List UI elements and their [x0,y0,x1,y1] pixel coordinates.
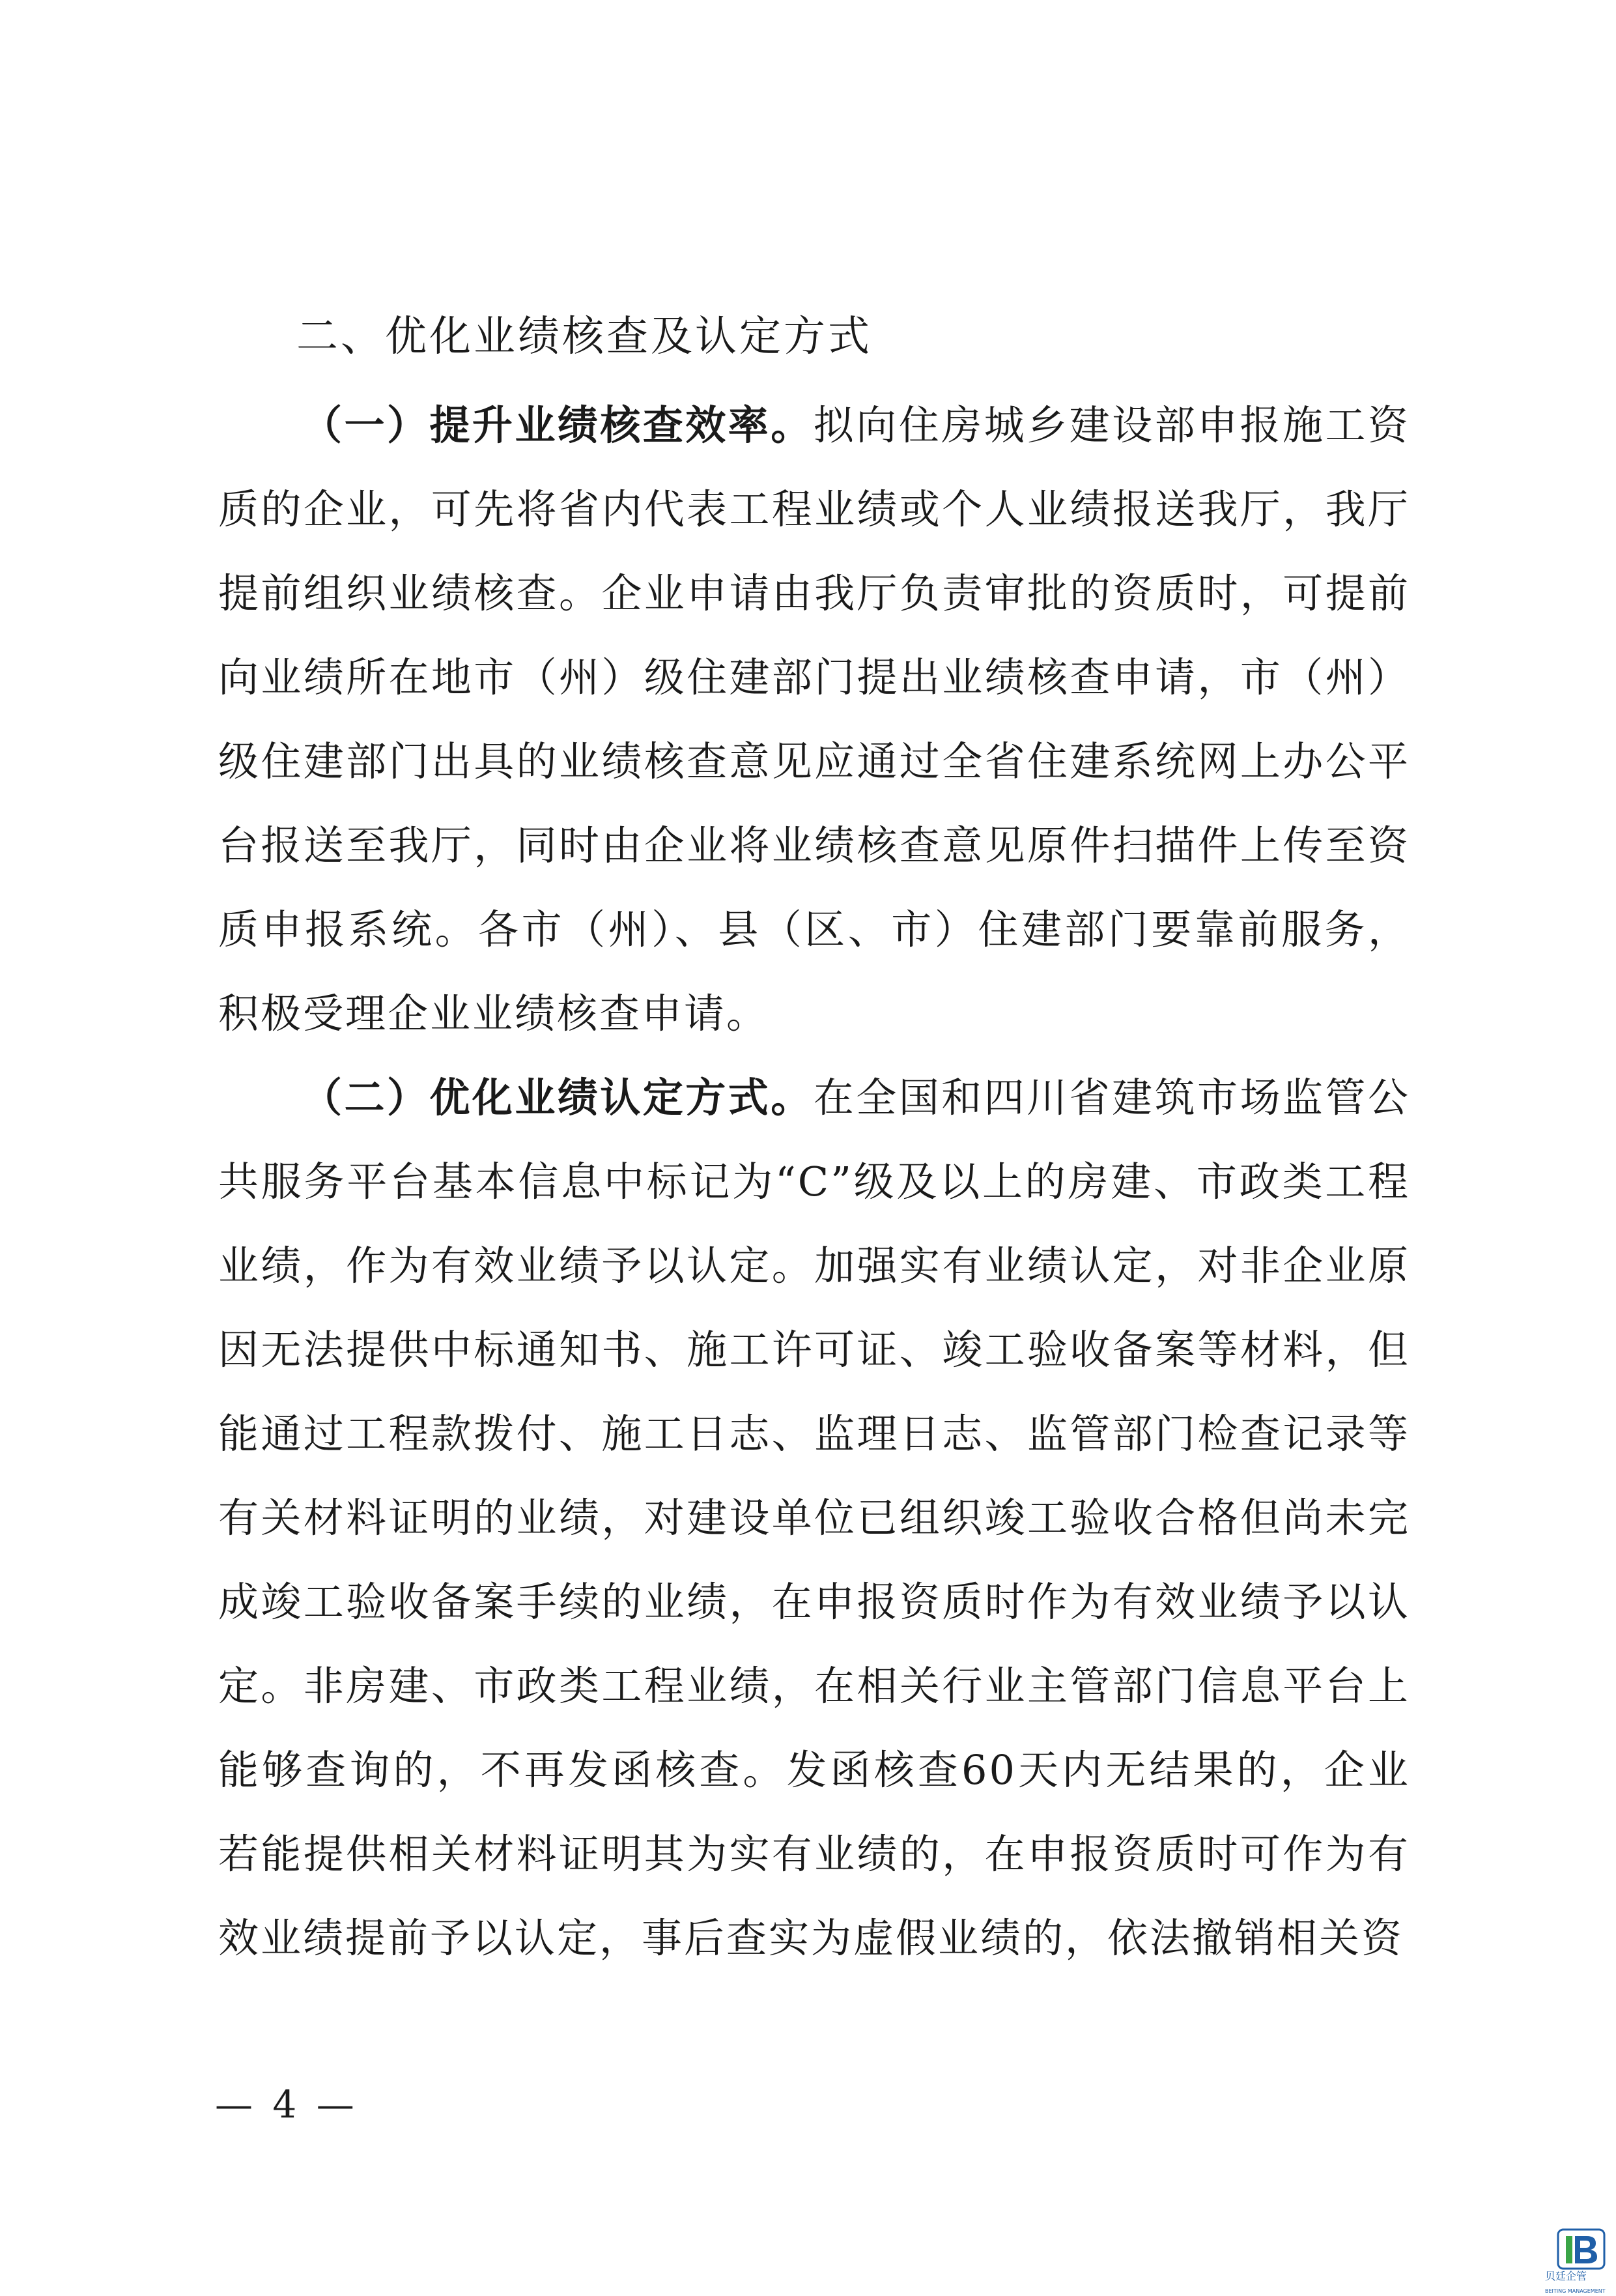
section-heading: 二、优化业绩核查及认定方式 [296,313,872,361]
page-number: — 4 — [215,2082,358,2127]
logo-name: 贝廷企管 [1545,2270,1587,2282]
logo-subtitle: BEITING MANAGEMENT [1545,2288,1606,2294]
logo-caption [1545,2270,1606,2296]
paragraph-improve-efficiency [218,383,1410,1055]
body-text [218,383,1410,1980]
paragraph-lead: （二）优化业绩认定方式。 [302,1074,814,1121]
paragraph-lead: （一）提升业绩核查效率。 [302,401,814,449]
paragraph-optimize-method [218,1055,1410,1980]
paragraph-text: 拟向住房城乡建设部申报施工资质的企业，可先将省内代表工程业绩或个人业绩报送我厅，我厅提前组织业绩核查。企业申请由我厅负责审批的资质时，可提前向业绩所在地市（州）级住建部门提出业绩核查申请，市（州）级住建部门出具的业绩核查意见应通过全省住建系统网上办公平台报送至我厅，同时由企业将业绩核查意见原件扫描件上传至资质申报系统。各市（州）、县（区、市）住建部门要靠前服务，积极受理企业业绩核查申请。 [218,401,1410,1037]
paragraph-text: 在全国和四川省建筑市场监管公共服务平台基本信息中标记为“C”级及以上的房建、市政类工程业绩，作为有效业绩予以认定。加强实有业绩认定，对非企业原因无法提供中标通知书、施工许可证、竣工验收备案等材料，但能通过工程款拨付、施工日志、监理日志、监管部门检查记录等有关材料证明的业绩，对建设单位已组织竣工验收合格但尚未完成竣工验收备案手续的业绩，在申报资质时作为有效业绩予以认定。非房建、市政类工程业绩，在相关行业主管部门信息平台上能够查询的，不再发函核查。发函核查60天内无结果的，企业若能提供相关材料证明其为实有业绩的，在申报资质时可作为有效业绩提前予以认定，事后查实为虚假业绩的，依法撤销相关资 [218,1074,1410,1962]
